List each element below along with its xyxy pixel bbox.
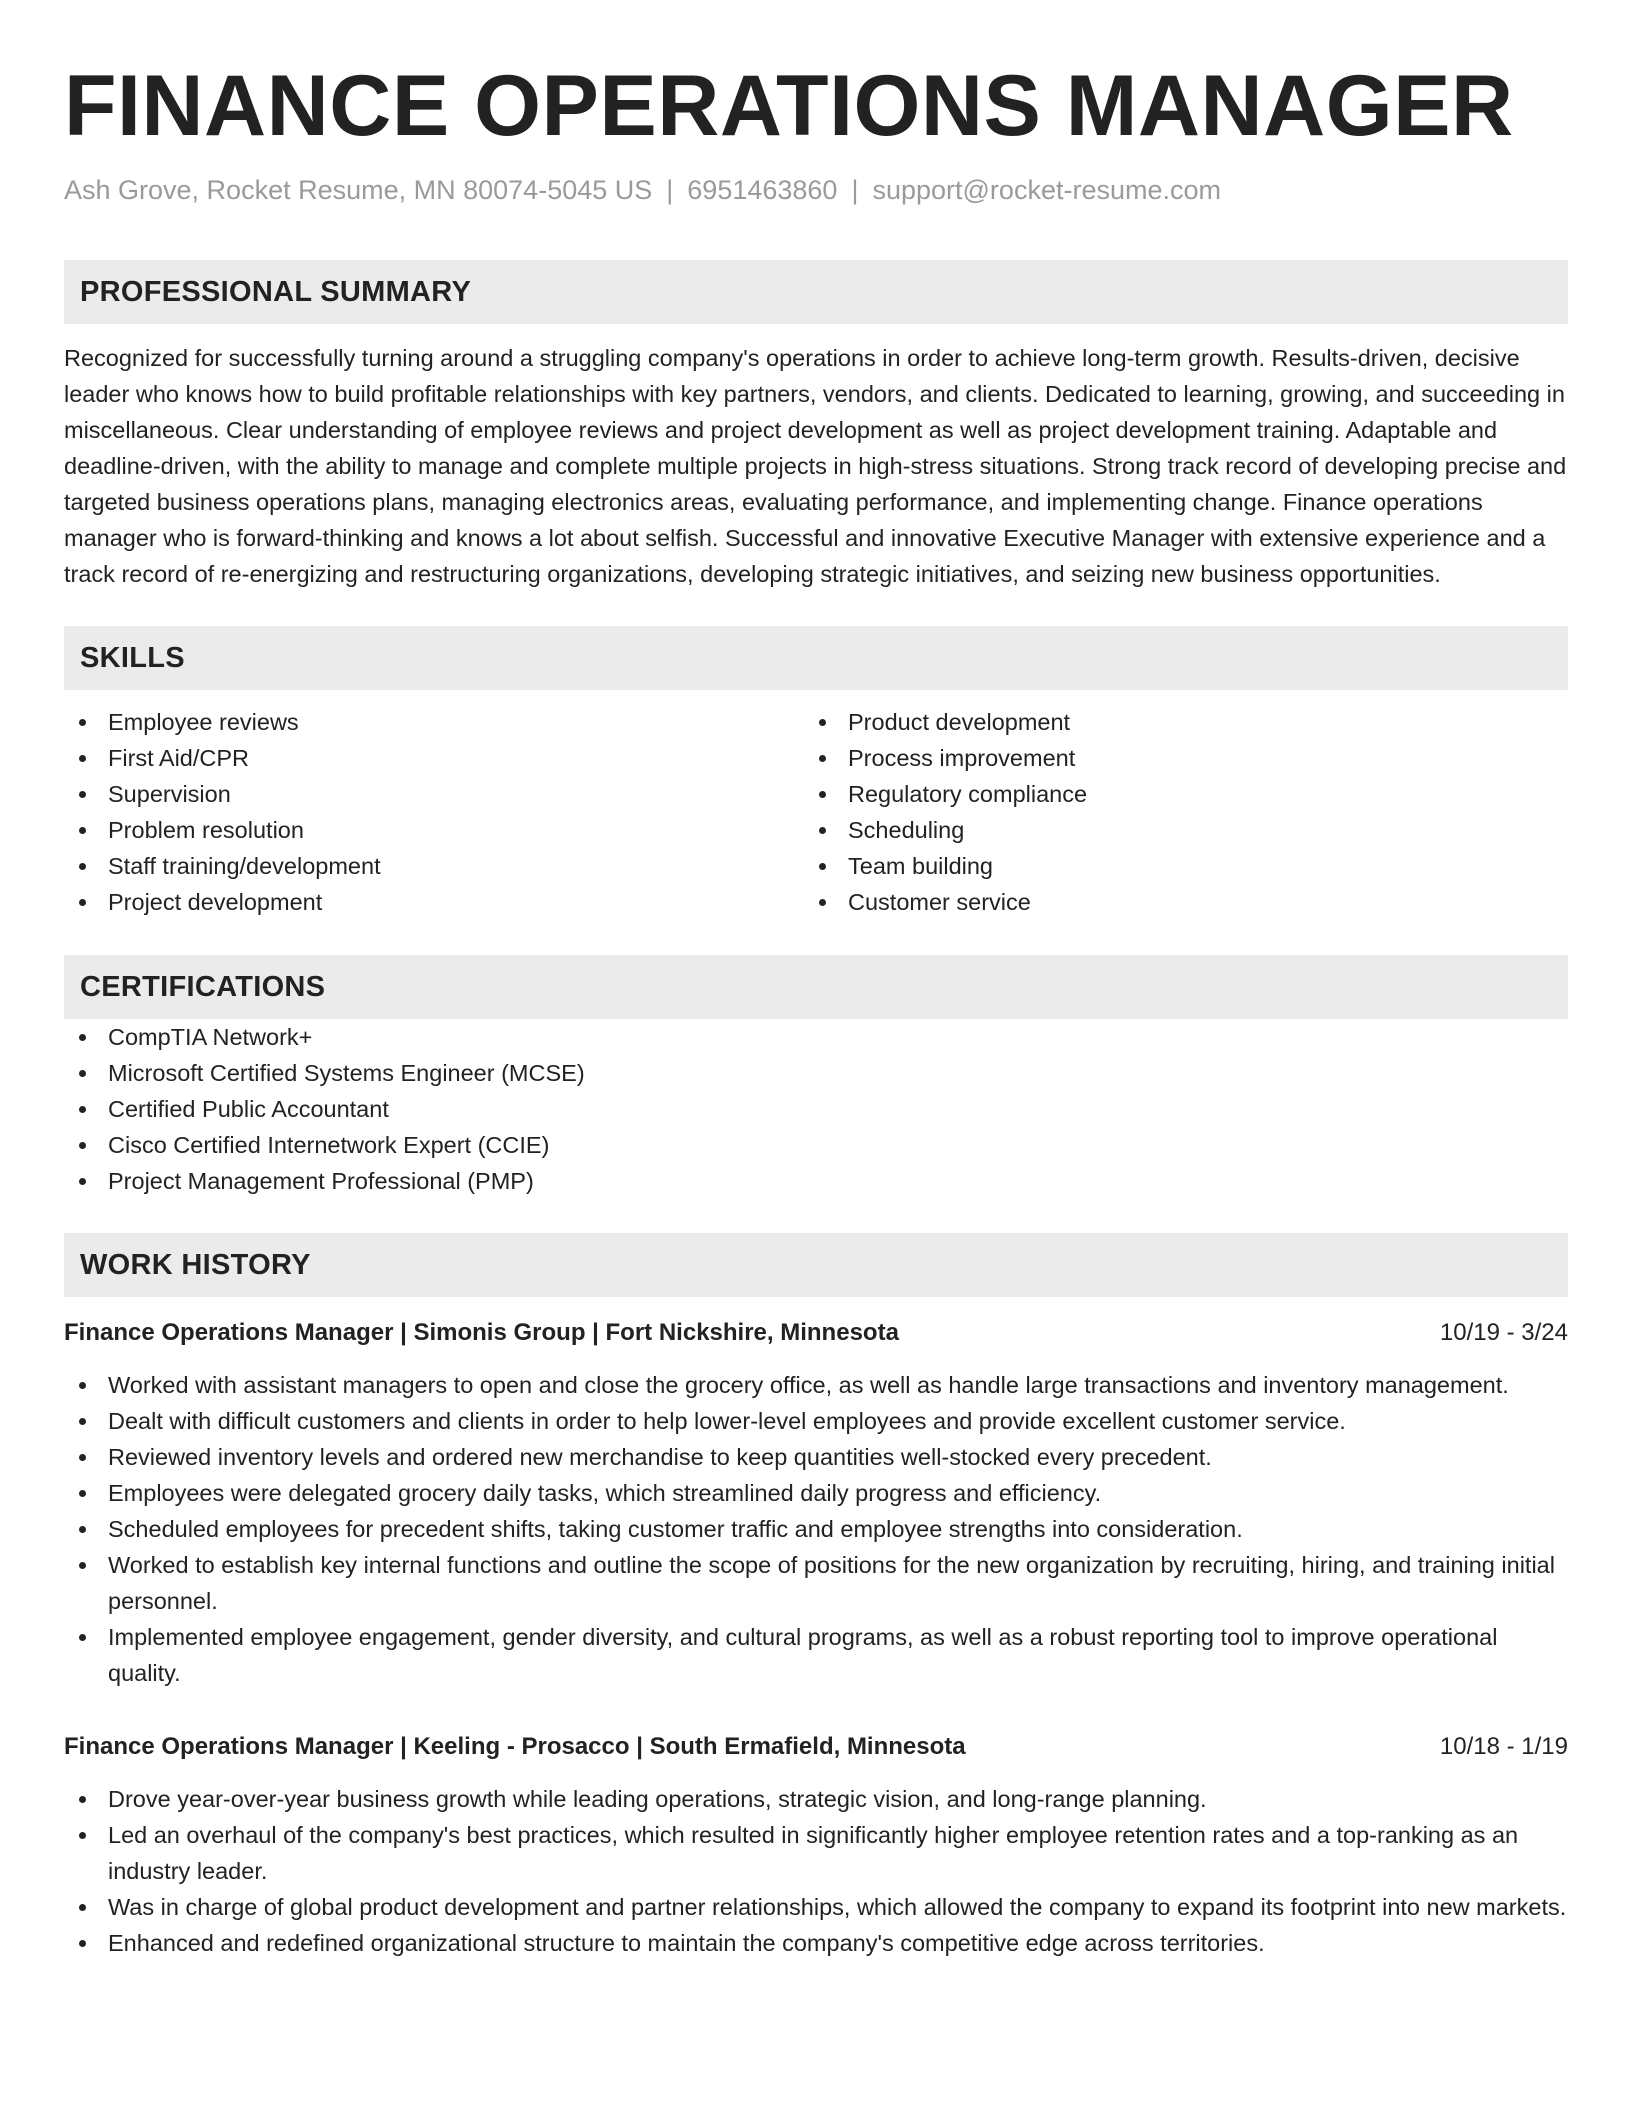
job-duty-item: Dealt with difficult customers and clients in order to help lower-level employees and provide excellent customer service.	[64, 1403, 1568, 1439]
job-duty-item: Was in charge of global product development and partner relationships, which allowed the company to expand its footprint into new markets.	[64, 1889, 1568, 1925]
certification-item: CompTIA Network+	[64, 1019, 1568, 1055]
summary-text: Recognized for successfully turning around a struggling company's operations in order to achieve long-term growth. Results-driven, decisive leader who knows how to build profitable relationships with key partners, vendors, and clients. Dedicated to learning, growing, and succeeding in miscellaneous. Clear understanding of employee reviews and project development as well as project development training. Adaptable and deadline-driven, with the ability to manage and complete multiple projects in high-stress situations. Strong track record of developing precise and targeted business operations plans, managing electronics areas, evaluating performance, and implementing change. Finance operations manager who is forward-thinking and knows a lot about selfish. Successful and innovative Executive Manager with extensive experience and a track record of re-energizing and restructuring organizations, developing strategic initiatives, and seizing new business opportunities.	[64, 345, 1567, 587]
section-header-work-history: WORK HISTORY	[64, 1233, 1568, 1297]
contact-phone: 6951463860	[687, 175, 838, 205]
job-duty-item: Worked with assistant managers to open and close the grocery office, as well as handle large transactions and inventory management.	[64, 1367, 1568, 1403]
job-duty-item: Enhanced and redefined organizational structure to maintain the company's competitive edge across territories.	[64, 1925, 1568, 1961]
certification-item: Cisco Certified Internetwork Expert (CCIE)	[64, 1127, 1568, 1163]
skill-item: Regulatory compliance	[816, 776, 1568, 812]
skill-item: Product development	[816, 704, 1568, 740]
contact-email: support@rocket-resume.com	[872, 175, 1221, 205]
job-entry	[64, 1315, 1568, 1691]
job-duty-item: Reviewed inventory levels and ordered new merchandise to keep quantities well-stocked every precedent.	[64, 1439, 1568, 1475]
job-duty-item: Drove year-over-year business growth while leading operations, strategic vision, and long-range planning.	[64, 1781, 1568, 1817]
certification-item: Certified Public Accountant	[64, 1091, 1568, 1127]
contact-separator: |	[851, 175, 859, 205]
certifications-list	[64, 1019, 1568, 1199]
job-duty-item: Scheduled employees for precedent shifts, taking customer traffic and employee strengths into consideration.	[64, 1511, 1568, 1547]
section-header-summary: PROFESSIONAL SUMMARY	[64, 260, 1568, 324]
skill-item: Problem resolution	[64, 812, 816, 848]
skill-item: Supervision	[64, 776, 816, 812]
job-duty-item: Worked to establish key internal functions and outline the scope of positions for the new organization by recruiting, hiring, and training initial personnel.	[64, 1547, 1568, 1619]
job-title: Finance Operations Manager | Simonis Group | Fort Nickshire, Minnesota	[64, 1319, 899, 1346]
skill-item: Team building	[816, 848, 1568, 884]
job-dates: 10/19 - 3/24	[1439, 1319, 1568, 1346]
certification-item: Microsoft Certified Systems Engineer (MCSE)	[64, 1055, 1568, 1091]
skill-item: Employee reviews	[64, 704, 816, 740]
certification-item: Project Management Professional (PMP)	[64, 1163, 1568, 1199]
skills-columns	[64, 704, 1568, 920]
job-duties-list	[64, 1367, 1568, 1691]
contact-separator: |	[666, 175, 674, 205]
job-duty-item: Employees were delegated grocery daily tasks, which streamlined daily progress and efficiency.	[64, 1475, 1568, 1511]
section-header-skills: SKILLS	[64, 626, 1568, 690]
job-header	[64, 1315, 1568, 1351]
skill-item: Project development	[64, 884, 816, 920]
contact-line	[64, 172, 1568, 208]
job-dates: 10/18 - 1/19	[1439, 1733, 1568, 1760]
job-duties-list	[64, 1781, 1568, 1961]
skill-item: Scheduling	[816, 812, 1568, 848]
skills-list-left	[64, 704, 816, 920]
skill-item: Customer service	[816, 884, 1568, 920]
job-title: Finance Operations Manager | Keeling - Prosacco | South Ermafield, Minnesota	[64, 1733, 966, 1760]
contact-address: Ash Grove, Rocket Resume, MN 80074-5045 US	[64, 175, 653, 205]
job-duty-item: Implemented employee engagement, gender diversity, and cultural programs, as well as a robust reporting tool to improve operational quality.	[64, 1619, 1568, 1691]
job-duty-item: Led an overhaul of the company's best practices, which resulted in significantly higher employee retention rates and a top-ranking as an industry leader.	[64, 1817, 1568, 1889]
skill-item: Staff training/development	[64, 848, 816, 884]
section-header-certifications: CERTIFICATIONS	[64, 955, 1568, 1019]
skills-list-right	[816, 704, 1568, 920]
candidate-name: FINANCE OPERATIONS MANAGER	[64, 58, 1514, 154]
skill-item: Process improvement	[816, 740, 1568, 776]
skill-item: First Aid/CPR	[64, 740, 816, 776]
job-entry	[64, 1729, 1568, 1961]
job-header	[64, 1729, 1568, 1765]
